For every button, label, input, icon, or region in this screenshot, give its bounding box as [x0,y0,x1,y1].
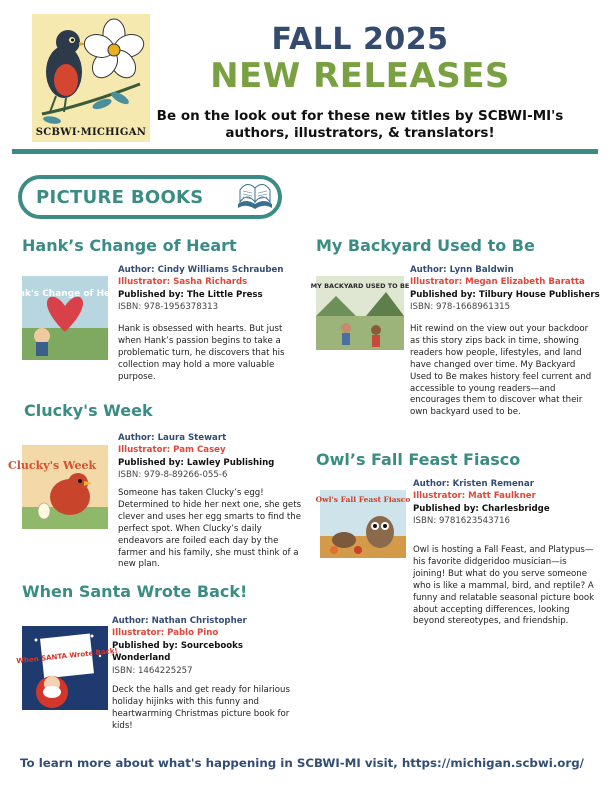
book-description: Hit rewind on the view out your backdoor as this story zips back in time, showing readers how people, lifestyles, and land have changed over time. My Backyard Used to Be makes history feel current and accessible to young readers—and encourages them to discover what their own backyard used to be. [410,324,592,418]
book-illustrator: Illustrator: Pablo Pino [112,628,219,639]
open-book-icon [236,182,274,212]
book-title: Clucky's Week [24,401,153,420]
book-title: When Santa Wrote Back! [22,582,248,601]
book-cover-image [315,490,411,558]
robin-flower-icon [32,14,150,142]
book-isbn: ISBN: 1464225257 [112,665,193,676]
book-publisher: Published by: The Little Press [118,289,263,300]
book-author: Author: Laura Stewart [118,433,227,443]
book-description: Someone has taken Clucky’s egg! Determined to hide her next one, she gets clever and uses her egg smarts to find the perfect spot. When Clucky’s daily endeavors are foiled each day by the farmer and his family, she must think of a new plan. [118,488,302,570]
section-title: PICTURE BOOKS [36,187,204,208]
book-title: Owl’s Fall Feast Fiasco [316,450,521,469]
cover-title-text: Owl's Fall Feast Fiasco [315,495,411,504]
book-author: Author: Lynn Baldwin [410,265,514,275]
book-isbn: ISBN: 979-8-89266-055-6 [118,470,228,481]
book-isbn: ISBN: 978-1668961315 [410,302,511,313]
book-title: Hank’s Change of Heart [22,236,237,255]
cover-title-text: When SANTA Wrote Back! [15,646,119,666]
book-description: Deck the halls and get ready for hilarious holiday hijinks with this funny and heartwarming Christmas picture book for kids! [112,685,290,731]
book-isbn: ISBN: 978-1956378313 [118,302,219,313]
page-title-line1: FALL 2025 [271,22,449,57]
book-cover-image [15,626,119,710]
cover-title-text: Clucky's Week [7,459,97,472]
page-subtitle: Be on the look out for these new titles by SCBWI-MI's authors, illustrators, & translators! [156,108,564,141]
cover-title-text: Hank's Change of Heart [4,289,126,299]
book-illustrator: Illustrator: Matt Faulkner [413,491,536,502]
book-publisher: Published by: Tilbury House Publishers [410,289,600,300]
scbwi-michigan-logo [32,14,150,142]
book-cover-image [310,276,410,350]
book-publisher: Published by: Lawley Publishing [118,457,275,468]
page-title-line2: NEW RELEASES [210,56,510,96]
book-publisher: Published by: Sourcebooks Wonderland [112,640,244,664]
book-publisher: Published by: Charlesbridge [413,503,550,514]
cover-title-text: MY BACKYARD USED TO BE [310,282,410,290]
book-title: My Backyard Used to Be [316,236,535,255]
book-author: Author: Cindy Williams Schrauben [118,265,284,275]
book-isbn: ISBN: 9781623543716 [413,516,511,527]
book-author: Author: Kristen Remenar [413,479,534,489]
book-illustrator: Illustrator: Megan Elizabeth Baratta [410,277,585,288]
footer-link-text[interactable]: To learn more about what's happening in SCBWI-MI visit, https://michigan.scbwi.org/ [20,756,584,770]
book-illustrator: Illustrator: Pam Casey [118,445,226,456]
logo-wordmark: SCBWI·MICHIGAN [35,127,147,138]
book-description: Hank is obsessed with hearts. But just when Hank’s passion begins to take a problematic turn, he discovers that his collection may hold a more valuable purpose. [118,324,285,382]
book-author: Author: Nathan Christopher [112,616,247,626]
book-cover-image [7,445,108,529]
header-divider [12,149,598,154]
book-description: Owl is hosting a Fall Feast, and Platypus—his favorite didgeridoo musician—is joining! But what do you serve someone who is like a mammal, bird, and reptile? A funny and relatable seasonal picture book about accepting differences, looking beyond stereotypes, and friendship. [413,545,595,627]
book-illustrator: Illustrator: Sasha Richards [118,277,248,288]
book-cover-image [4,276,126,360]
